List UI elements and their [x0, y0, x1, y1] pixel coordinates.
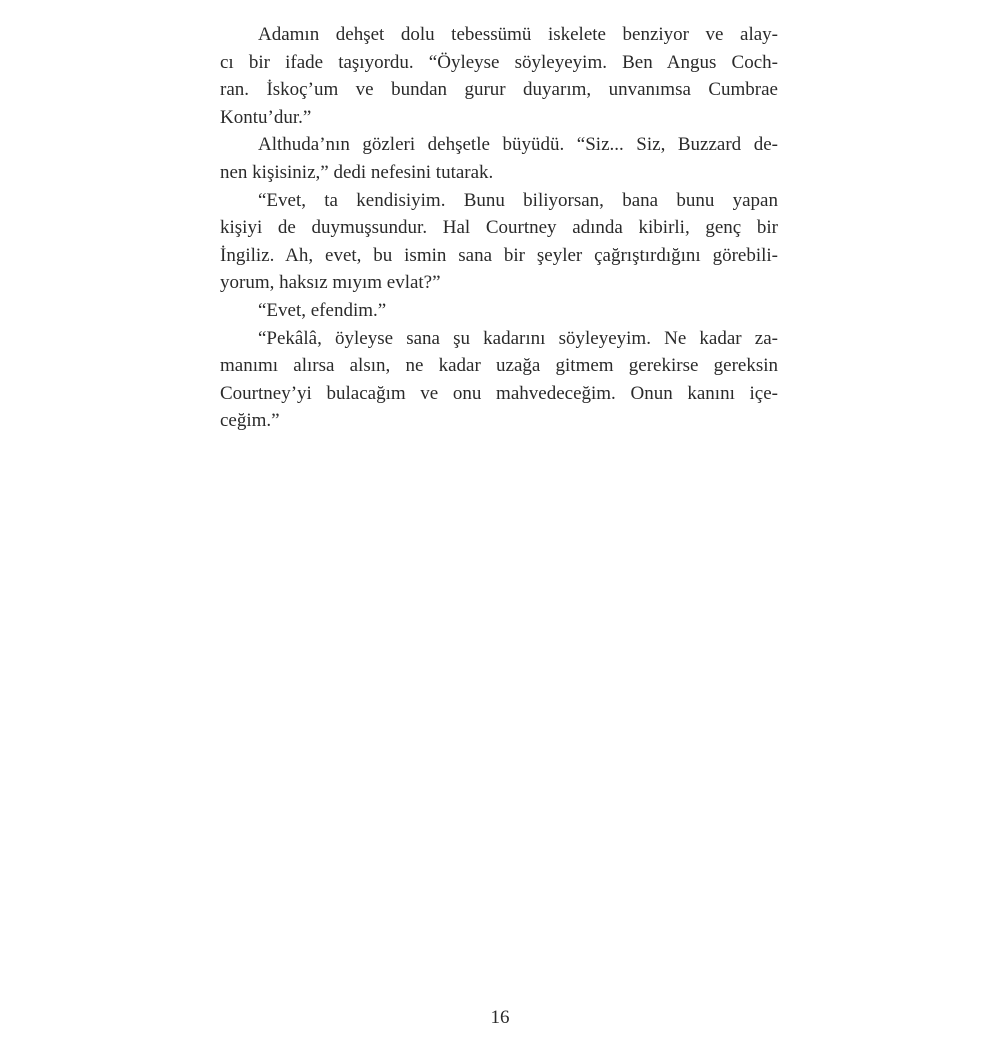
text-line: “Pekâlâ, öyleyse sana şu kadarını söyleyeyim. Ne kadar za- — [258, 327, 778, 349]
text-line: Kontu’dur.” — [220, 106, 312, 128]
text-line: yorum, haksız mıyım evlat?” — [220, 272, 441, 294]
text-line: “Evet, efendim.” — [258, 299, 387, 321]
page-body-text — [220, 21, 778, 435]
text-line: ceğim.” — [220, 410, 280, 432]
page-number: 16 — [490, 1007, 510, 1028]
text-line: İngiliz. Ah, evet, bu ismin sana bir şeyler çağrıştırdığını görebili- — [220, 244, 778, 266]
text-line: Althuda’nın gözleri dehşetle büyüdü. “Siz... Siz, Buzzard de- — [258, 134, 778, 156]
text-line: “Evet, ta kendisiyim. Bunu biliyorsan, bana bunu yapan — [258, 189, 778, 211]
text-line: nen kişisiniz,” dedi nefesini tutarak. — [220, 161, 494, 183]
text-line: ran. İskoç’um ve bundan gurur duyarım, unvanımsa Cumbrae — [220, 79, 778, 101]
text-line: Courtney’yi bulacağım ve onu mahvedeceğim. Onun kanını içe- — [220, 382, 778, 404]
text-line: cı bir ifade taşıyordu. “Öyleyse söyleyeyim. Ben Angus Coch- — [220, 51, 778, 73]
text-line: manımı alırsa alsın, ne kadar uzağa gitmem gerekirse gereksin — [220, 355, 778, 377]
text-line: kişiyi de duymuşsundur. Hal Courtney adında kibirli, genç bir — [220, 217, 778, 239]
text-line: Adamın dehşet dolu tebessümü iskelete benziyor ve alay- — [258, 24, 778, 45]
